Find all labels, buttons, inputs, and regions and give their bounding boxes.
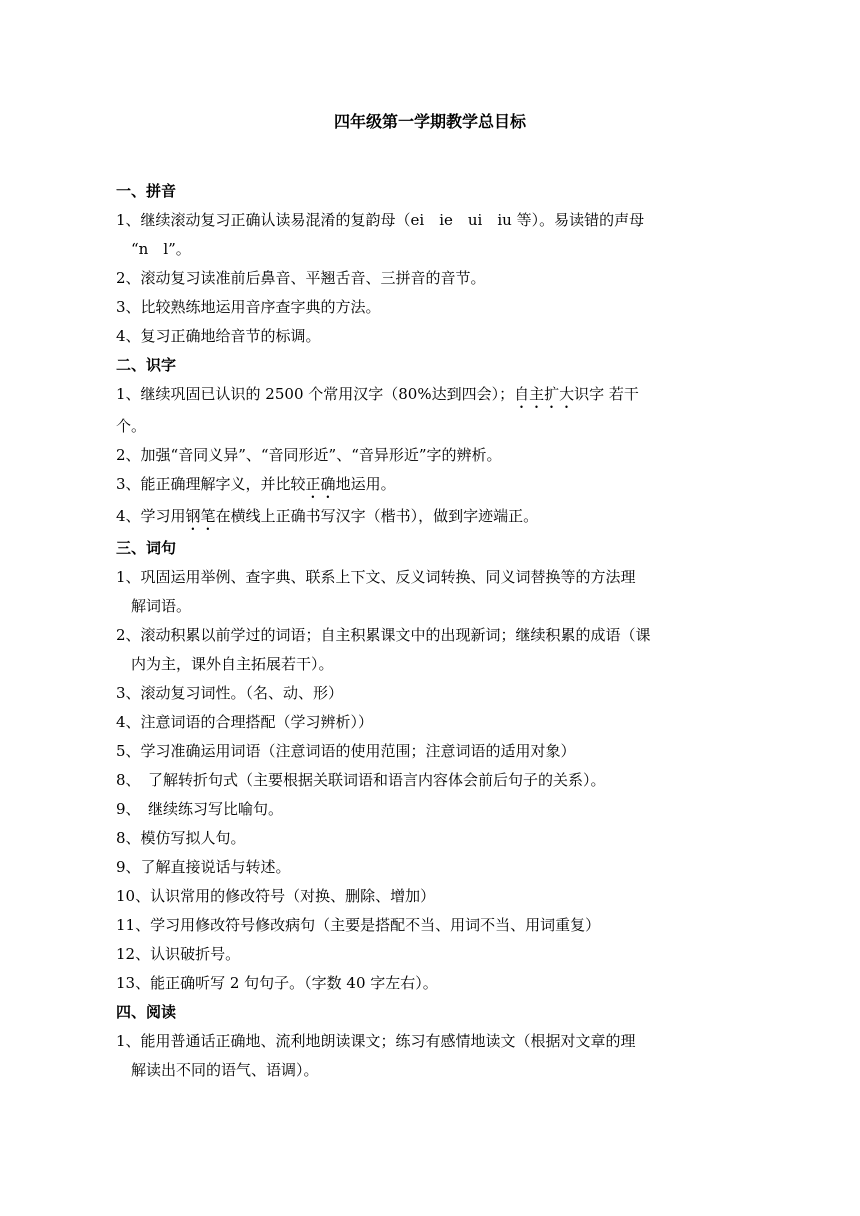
list-item: 4、注意词语的合理搭配（学习辨析）） <box>116 713 374 731</box>
list-item: 3、比较熟练地运用音序查字典的方法。 <box>116 298 381 316</box>
list-item: 9、了解直接说话与转述。 <box>116 858 291 876</box>
list-item: 8、模仿写拟人句。 <box>116 829 246 847</box>
section-heading: 三、词句 <box>116 539 177 557</box>
list-item: 10、认识常用的修改符号（对换、删除、增加） <box>116 887 436 905</box>
list-item: 12、认识破折号。 <box>116 945 241 963</box>
list-item: 8、 了解转折句式（主要根据关联词语和语言内容体会前后句子的关系）。 <box>116 771 606 789</box>
section-heading: 四、阅读 <box>116 1003 177 1021</box>
text-span: 3、能正确理解字义，并比较 <box>116 475 306 493</box>
document-title: 四年级第一学期教学总目标 <box>333 112 526 131</box>
list-item: 9、 继续练习写比喻句。 <box>116 800 284 818</box>
text-span: 识字 若干 <box>574 385 639 403</box>
list-item: 2、滚动复习读准前后鼻音、平翘舌音、三拼音的音节。 <box>116 269 486 287</box>
list-item: 1、能用普通话正确地、流利地朗读课文；练习有感情地读文（根据对文章的理 <box>116 1032 636 1050</box>
list-item: 11、学习用修改符号修改病句（主要是搭配不当、用词不当、用词重复） <box>116 916 601 934</box>
list-item: 解读出不同的语气、语调）。 <box>116 1061 319 1079</box>
emphasized-text: 正确 <box>305 475 336 493</box>
section-heading: 二、识字 <box>116 356 177 374</box>
text-span: 4、学习用 <box>116 507 186 525</box>
list-item: 2、加强“音同义异”、“音同形近”、“音异形近”字的辨析。 <box>116 446 502 464</box>
list-item: 3、滚动复习词性。（名、动、形） <box>116 684 344 702</box>
list-item: 内为主，课外自主拓展若干）。 <box>116 655 334 673</box>
emphasized-text: 自主扩大 <box>514 385 575 403</box>
list-item <box>116 470 736 502</box>
text-span: 1、继续巩固已认识的 2500 个常用汉字（80%达到四会）； <box>116 385 515 403</box>
list-item: 5、学习准确运用词语（注意词语的使用范围；注意词语的适用对象） <box>116 742 576 760</box>
list-item: 1、巩固运用举例、查字典、联系上下文、反义词转换、同义词替换等的方法理 <box>116 568 636 586</box>
list-item: 解词语。 <box>116 597 192 615</box>
list-item <box>116 380 736 412</box>
list-item: 2、滚动积累以前学过的词语；自主积累课文中的出现新词；继续积累的成语（课 <box>116 626 651 644</box>
list-item: 1、继续滚动复习正确认读易混淆的复韵母（ei ie ui iu 等）。易读错的声母 <box>116 211 645 229</box>
text-span: 在横线上正确书写汉字（楷书），做到字迹端正。 <box>215 507 539 525</box>
emphasized-text: 钢笔 <box>185 507 216 525</box>
list-item: “n l”。 <box>116 240 191 258</box>
list-item: 4、复习正确地给音节的标调。 <box>116 327 321 345</box>
text-span: 地运用。 <box>335 475 396 493</box>
list-item: 13、能正确听写 2 句句子。（字数 40 字左右）。 <box>116 974 438 992</box>
section-heading: 一、拼音 <box>116 182 177 200</box>
list-item <box>116 502 736 534</box>
list-item: 个。 <box>116 417 147 435</box>
document-body <box>116 177 736 1085</box>
